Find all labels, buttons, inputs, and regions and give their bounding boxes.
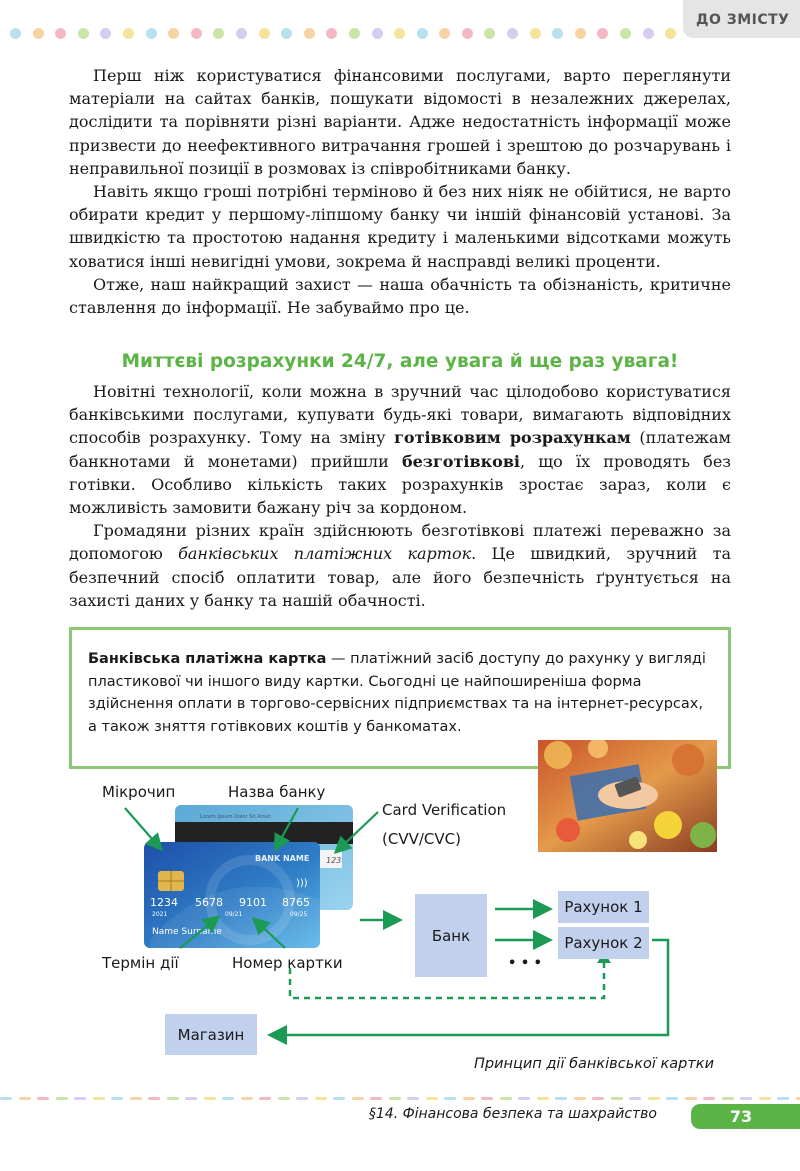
decor-dot [462, 28, 473, 39]
decor-dot [394, 28, 405, 39]
label-cvv-line1: Card Verification [382, 801, 507, 819]
decor-dash [444, 1097, 456, 1100]
card-cvv: 123 [326, 856, 342, 865]
toc-link-label: ДО ЗМІСТУ [696, 12, 790, 28]
decor-dash [685, 1097, 697, 1100]
decor-dash [666, 1097, 678, 1100]
decor-dash [777, 1097, 789, 1100]
decor-dash [796, 1097, 800, 1100]
paragraph [69, 519, 731, 612]
decor-dash [74, 1097, 86, 1100]
decor-dot [123, 28, 134, 39]
shop-box [165, 1014, 257, 1055]
decor-dash [481, 1097, 493, 1100]
decor-dot [236, 28, 247, 39]
decor-dot [191, 28, 202, 39]
chapter-title: §14. Фінансова безпека та шахрайство [368, 1106, 657, 1122]
decor-dash [463, 1097, 475, 1100]
shop-label: Магазин [177, 1025, 245, 1044]
decor-dash [167, 1097, 179, 1100]
decor-dot [620, 28, 631, 39]
card-valid-to: 09/25 [290, 911, 308, 918]
card-number-2: 5678 [195, 896, 223, 909]
label-expiry: Термін дії [102, 954, 179, 972]
definition-text [88, 648, 708, 738]
decor-dash [389, 1097, 401, 1100]
decor-dash [611, 1097, 623, 1100]
decor-dot [100, 28, 111, 39]
decor-dot [530, 28, 541, 39]
italic-term: банківських платіжних карток [178, 544, 472, 564]
paragraph: Перш ніж користуватися фінансовими послугами, варто переглянути матеріали на сайтах банків, пошукати відомості в незалежних джерелах, дослідити та порівняти різні варіанти. Адже недостатність інформації може призвести до неефективного витрачання грошей і зрештою до розчарувань і неправильної позиції в розмовах із співробітниками банку. [69, 66, 731, 178]
decor-dash [56, 1097, 68, 1100]
section-heading: Миттєві розрахунки 24/7, але увага й ще раз увага! [121, 351, 679, 372]
label-card-number: Номер картки [232, 954, 343, 972]
definition-term: Банківська платіжна картка [88, 651, 327, 667]
decor-dot [665, 28, 676, 39]
card-number-3: 9101 [239, 896, 267, 909]
account-1-label: Рахунок 1 [564, 898, 643, 916]
paragraph [69, 380, 731, 519]
decor-dash [222, 1097, 234, 1100]
text-run: Новітні технології, коли можна в зручний час цілодобово користуватися банківськими послугами, купувати будь-які товари, вимагають відповідних способів розрахунку. Тому на зміну [69, 382, 731, 448]
card-number-1: 1234 [150, 896, 178, 909]
page-number-badge [691, 1104, 800, 1129]
text-run: (платежам банкнотами й монетами) прийшли [69, 428, 732, 471]
text-run: , що їх проводять без готівки. Особливо кількість таких розрахунків зростає зараз, коли є можливість замовити бажану річ за кордоном. [69, 451, 732, 518]
decor-dash [500, 1097, 512, 1100]
decor-dash [0, 1097, 12, 1100]
decor-dash [629, 1097, 641, 1100]
paragraph: Навіть якщо гроші потрібні терміново й без них ніяк не обійтися, не варто обирати кредит у першому-ліпшому банку чи іншій фінансовій установі. За швидкістю та простотою надання кредиту і маленькими відсотками можуть ховатися інші невигідні умови, зокрема й насправді великі проценти. [69, 182, 731, 271]
decor-dot [643, 28, 654, 39]
decor-dash [555, 1097, 567, 1100]
decor-dash [93, 1097, 105, 1100]
contactless-icon: ))) [296, 878, 308, 889]
decor-dot [552, 28, 563, 39]
label-cvv-line2: (CVV/CVC) [382, 830, 461, 848]
decor-dot [349, 28, 360, 39]
decor-dot [417, 28, 428, 39]
decor-dash [333, 1097, 345, 1100]
decor-dot [146, 28, 157, 39]
decor-dash [185, 1097, 197, 1100]
decor-dash [370, 1097, 382, 1100]
intro-text [69, 64, 731, 319]
text-run: Громадяни різних країн здійснюють безготівкові платежі переважно за допомогою [69, 521, 731, 564]
bold-term: безготівкові [401, 451, 521, 471]
account-1-box [558, 891, 649, 923]
decor-dash [259, 1097, 271, 1100]
decor-dash [278, 1097, 290, 1100]
decor-dot [439, 28, 450, 39]
decor-dot [281, 28, 292, 39]
decor-dot [597, 28, 608, 39]
decor-dash [296, 1097, 308, 1100]
decor-dash [574, 1097, 586, 1100]
decor-dash [703, 1097, 715, 1100]
decor-dash [722, 1097, 734, 1100]
card-back-text: Lorem Ipsum Dolor Sit Amet [200, 814, 271, 820]
decor-dot [78, 28, 89, 39]
decor-dash [148, 1097, 160, 1100]
definition-body: — платіжний засіб доступу до рахунку у вигляді пластикової чи іншого виду картки. Сьогодні це найпоширеніша форма здійснення оплати в торгово-сервісних підприємствах та на інтернет-ресурсах, а також зняття готівкових коштів у банкоматах. [88, 651, 706, 735]
card-valid-from: 09/21 [225, 911, 243, 918]
decor-dot [213, 28, 224, 39]
decor-dash [592, 1097, 604, 1100]
bold-term: готівковим розрахункам [394, 428, 631, 448]
diagram-caption: Принцип дії банківської картки [474, 1056, 714, 1072]
decor-dash [759, 1097, 771, 1100]
decor-dash [204, 1097, 216, 1100]
bank-box [415, 894, 487, 977]
decor-dash [426, 1097, 438, 1100]
decor-dash [111, 1097, 123, 1100]
decor-dash [740, 1097, 752, 1100]
paragraph: Отже, наш найкращий захист — наша обачність та обізнаність, критичне ставлення до інформації. Не забуваймо про це. [69, 274, 731, 318]
decor-dot [304, 28, 315, 39]
decor-dash [518, 1097, 530, 1100]
decor-dash [130, 1097, 142, 1100]
card-holder: Name Surname [152, 927, 222, 937]
decor-dot [507, 28, 518, 39]
section-text [69, 380, 731, 612]
decor-dash [37, 1097, 49, 1100]
ellipsis: • • • [508, 956, 542, 971]
decor-dash [19, 1097, 31, 1100]
decor-dash [537, 1097, 549, 1100]
card-bank-name: BANK NAME [255, 854, 310, 863]
decor-dash [407, 1097, 419, 1100]
decor-dot [168, 28, 179, 39]
card-year: 2021 [152, 911, 168, 918]
decor-dash [241, 1097, 253, 1100]
label-microchip: Мікрочип [102, 783, 176, 801]
decor-dot [372, 28, 383, 39]
decor-dot [259, 28, 270, 39]
decor-dot [575, 28, 586, 39]
label-bank-name: Назва банку [228, 783, 326, 801]
page-number: 73 [729, 1107, 753, 1126]
card-number-4: 8765 [282, 896, 310, 909]
decor-dash [315, 1097, 327, 1100]
bank-label: Банк [431, 926, 471, 945]
text-run: . Це швидкий, зручний та безпечний спосіб оплатити товар, але його безпечність ґрунтується на захисті даних у банку та нашій обачності. [69, 544, 732, 610]
decor-dot [33, 28, 44, 39]
decor-dot [484, 28, 495, 39]
decor-dot [55, 28, 66, 39]
account-2-label: Рахунок 2 [564, 934, 643, 952]
card-front [144, 842, 320, 948]
account-2-box [558, 927, 649, 959]
decor-dash [648, 1097, 660, 1100]
bottom-dash-decoration [0, 1096, 800, 1102]
decor-dot [10, 28, 21, 39]
top-dots-decoration [10, 26, 690, 40]
toc-link[interactable] [683, 0, 800, 38]
decor-dash [352, 1097, 364, 1100]
decor-dot [326, 28, 337, 39]
